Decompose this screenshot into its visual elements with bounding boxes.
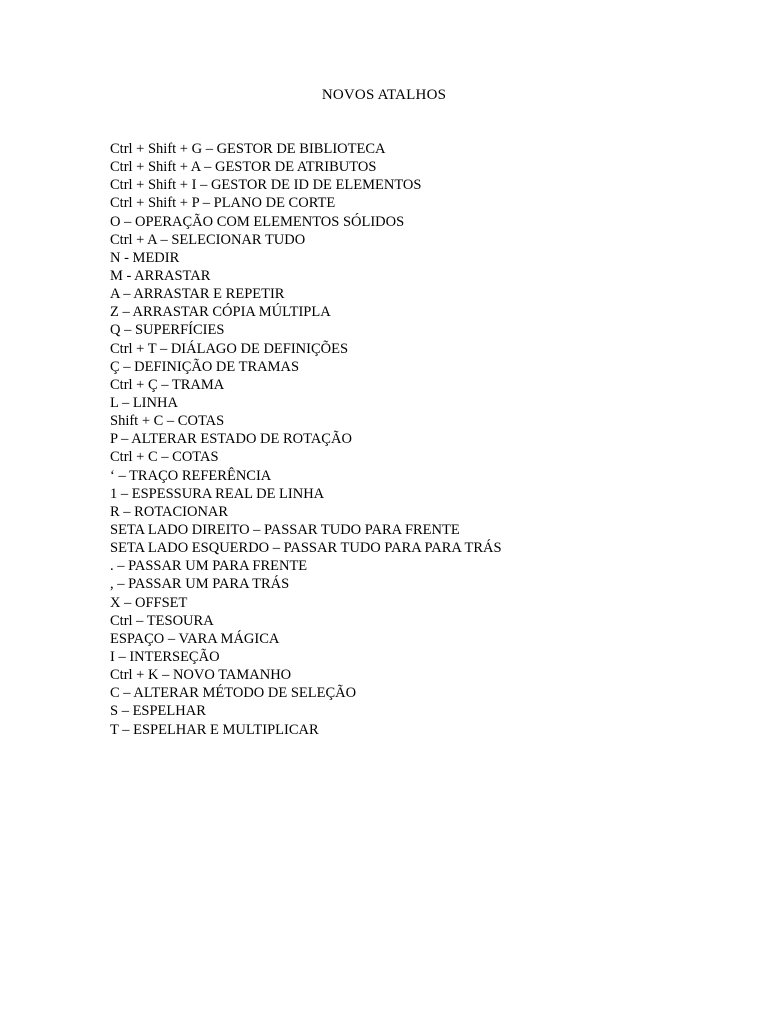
shortcut-line: Ctrl + T – DIÁLAGO DE DEFINIÇÕES: [110, 340, 349, 357]
shortcut-line: Ctrl – TESOURA: [110, 612, 214, 629]
shortcut-line: Ctrl + Shift + P – PLANO DE CORTE: [110, 195, 336, 212]
shortcut-line: M - ARRASTAR: [110, 267, 211, 284]
shortcut-line: Ctrl + Shift + A – GESTOR DE ATRIBUTOS: [110, 159, 377, 176]
shortcut-line: Z – ARRASTAR CÓPIA MÚLTIPLA: [110, 304, 331, 321]
shortcut-line: 1 – ESPESSURA REAL DE LINHA: [110, 485, 325, 502]
shortcut-line: O – OPERAÇÃO COM ELEMENTOS SÓLIDOS: [110, 213, 405, 230]
shortcut-line: , – PASSAR UM PARA TRÁS: [110, 576, 290, 593]
shortcut-list: [110, 140, 730, 739]
shortcut-line: SETA LADO DIREITO – PASSAR TUDO PARA FRENTE: [110, 521, 460, 538]
shortcut-line: Q – SUPERFÍCIES: [110, 322, 225, 339]
shortcut-line: N - MEDIR: [110, 249, 180, 266]
shortcut-line: T – ESPELHAR E MULTIPLICAR: [110, 721, 319, 738]
shortcut-line: R – ROTACIONAR: [110, 503, 229, 520]
shortcut-line: Ctrl + K – NOVO TAMANHO: [110, 667, 292, 684]
shortcut-line: SETA LADO ESQUERDO – PASSAR TUDO PARA PARA TRÁS: [110, 540, 502, 557]
shortcut-line: Shift + C – COTAS: [110, 413, 225, 430]
shortcut-line: A – ARRASTAR E REPETIR: [110, 286, 285, 303]
shortcut-line: S – ESPELHAR: [110, 703, 206, 720]
shortcut-line: L – LINHA: [110, 394, 178, 411]
shortcut-line: Ctrl + A – SELECIONAR TUDO: [110, 231, 306, 248]
shortcut-line: I – INTERSEÇÃO: [110, 648, 220, 665]
shortcut-line: Ctrl + C – COTAS: [110, 449, 219, 466]
page-title: NOVOS ATALHOS: [321, 87, 447, 103]
shortcut-line: ‘ – TRAÇO REFERÊNCIA: [110, 467, 272, 484]
shortcut-line: Ç – DEFINIÇÃO DE TRAMAS: [110, 358, 300, 375]
shortcut-line: X – OFFSET: [110, 594, 188, 611]
shortcut-line: Ctrl + Shift + G – GESTOR DE BIBLIOTECA: [110, 141, 386, 157]
shortcut-line: P – ALTERAR ESTADO DE ROTAÇÃO: [110, 431, 352, 448]
shortcut-line: ESPAÇO – VARA MÁGICA: [110, 630, 280, 647]
shortcut-line: . – PASSAR UM PARA FRENTE: [110, 558, 308, 575]
shortcut-line: Ctrl + Shift + I – GESTOR DE ID DE ELEMENTOS: [110, 177, 422, 194]
shortcut-line: Ctrl + Ç – TRAMA: [110, 376, 225, 393]
shortcut-line: C – ALTERAR MÉTODO DE SELEÇÃO: [110, 685, 357, 702]
